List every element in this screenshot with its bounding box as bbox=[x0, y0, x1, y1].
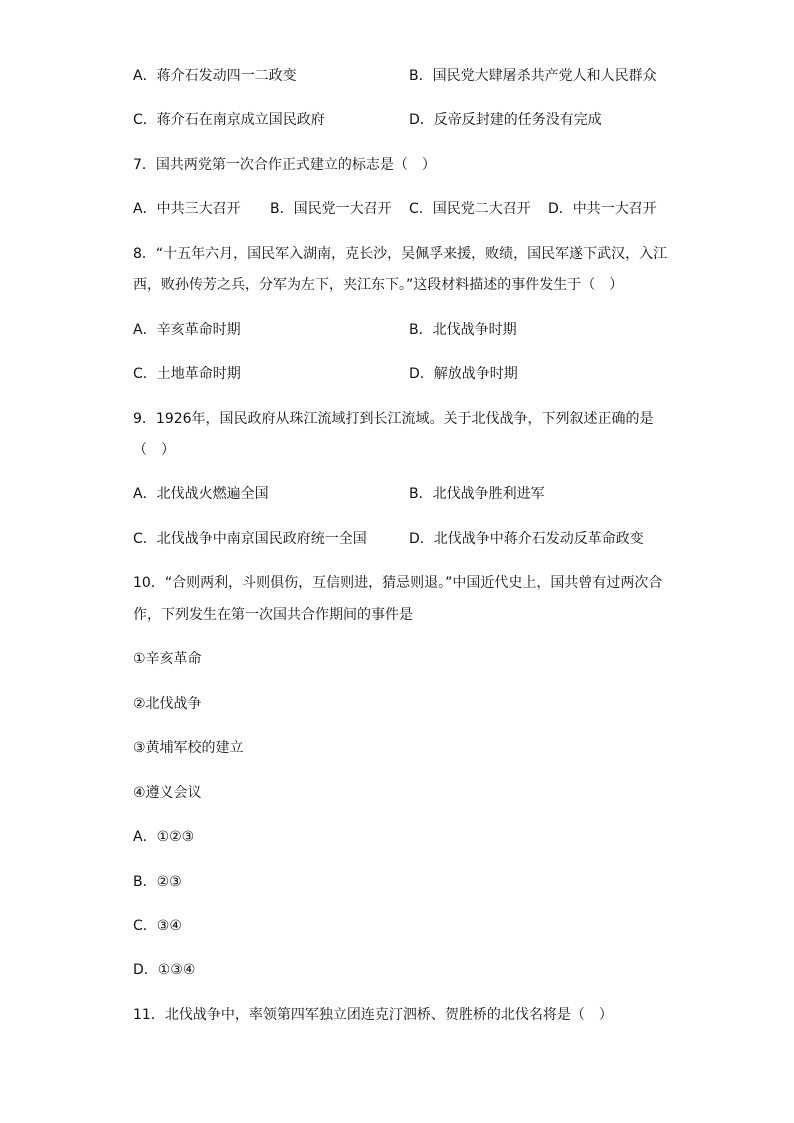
q6-option-c: C．蒋介石在南京成立国民政府 bbox=[133, 112, 325, 128]
q10-item-1: ①辛亥革命 bbox=[133, 651, 202, 667]
q9-stem-line2: （ ） bbox=[133, 442, 175, 458]
q7-option-b: B．国民党一大召开 bbox=[270, 201, 392, 217]
q6-option-a: A．蒋介石发动四一二政变 bbox=[133, 68, 297, 84]
q10-option-a: A．①②③ bbox=[133, 829, 195, 845]
q7-option-a: A．中共三大召开 bbox=[133, 201, 241, 217]
q7-option-c: C．国民党二大召开 bbox=[409, 201, 531, 217]
q10-item-3: ③黄埔军校的建立 bbox=[133, 740, 244, 756]
q9-option-c: C．北伐战争中南京国民政府统一全国 bbox=[133, 531, 367, 547]
q10-stem-line2: 作，下列发生在第一次国共合作期间的事件是 bbox=[133, 607, 413, 623]
q8-stem-line1: 8．“十五年六月，国民军入湖南，克长沙，吴佩孚来援，败绩，国民军遂下武汉，入江 bbox=[133, 246, 668, 262]
q8-option-d: D．解放战争时期 bbox=[409, 366, 518, 382]
q10-item-2: ②北伐战争 bbox=[133, 696, 202, 712]
q11-stem: 11．北伐战争中，率领第四军独立团连克汀泗桥、贺胜桥的北伐名将是（ ） bbox=[133, 1007, 613, 1023]
q6-option-b: B．国民党大肆屠杀共产党人和人民群众 bbox=[409, 68, 657, 84]
q7-option-d: D．中共一大召开 bbox=[548, 201, 657, 217]
q8-option-b: B．北伐战争时期 bbox=[409, 322, 517, 338]
q10-option-d: D．①③④ bbox=[133, 962, 196, 978]
q7-stem: 7．国共两党第一次合作正式建立的标志是（ ） bbox=[133, 157, 436, 173]
q8-stem-line2: 西，败孙传芳之兵，分军为左下，夹江东下。”这段材料描述的事件发生于（ ） bbox=[133, 277, 624, 293]
q10-option-b: B．②③ bbox=[133, 874, 182, 890]
q9-option-a: A．北伐战火燃遍全国 bbox=[133, 486, 269, 502]
q9-option-b: B．北伐战争胜利进军 bbox=[409, 486, 545, 502]
q10-stem-line1: 10．“合则两利，斗则俱伤，互信则进，猜忌则退。”中国近代史上，国共曾有过两次合 bbox=[133, 575, 663, 591]
q10-item-4: ④遵义会议 bbox=[133, 785, 202, 801]
q8-option-c: C．土地革命时期 bbox=[133, 366, 241, 382]
q9-stem-line1: 9．1926年，国民政府从珠江流域打到长江流域。关于北伐战争，下列叙述正确的是 bbox=[133, 411, 654, 427]
q9-option-d: D．北伐战争中蒋介石发动反革命政变 bbox=[409, 531, 644, 547]
q6-option-d: D．反帝反封建的任务没有完成 bbox=[409, 112, 602, 128]
q8-option-a: A．辛亥革命时期 bbox=[133, 322, 241, 338]
q10-option-c: C．③④ bbox=[133, 918, 182, 934]
